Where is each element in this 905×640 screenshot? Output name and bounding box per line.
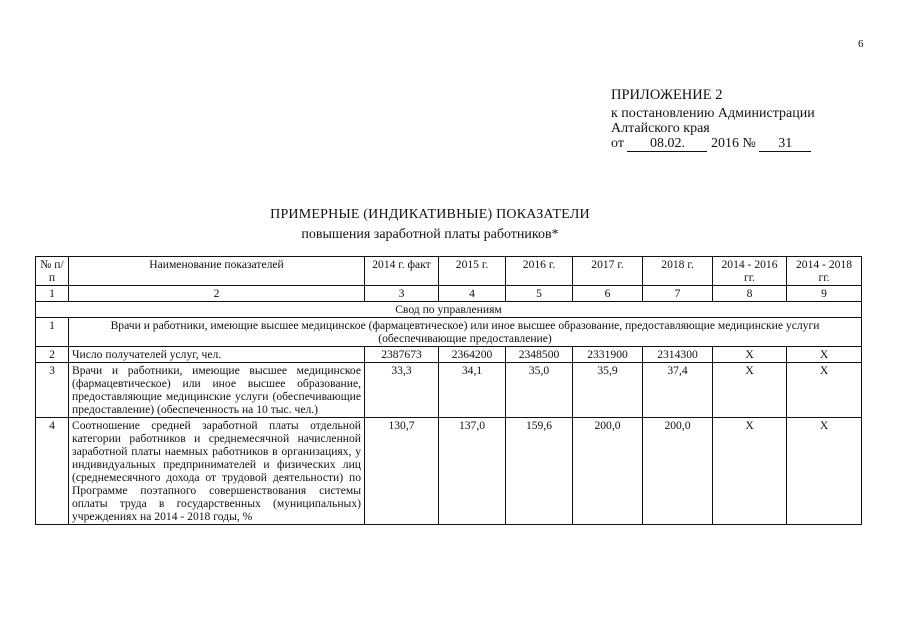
header-name: Наименование показателей (69, 257, 365, 286)
header-num: № п/п (36, 257, 69, 286)
value-2014-2018: Х (787, 418, 862, 525)
appendix-block (611, 88, 815, 152)
value-2018: 37,4 (643, 363, 713, 418)
document-subtitle: повышения заработной платы работников* (301, 227, 559, 242)
value-2014-2018: Х (787, 347, 862, 363)
value-2015: 2364200 (439, 347, 506, 363)
header-2018: 2018 г. (643, 257, 713, 286)
column-number: 9 (787, 286, 862, 302)
appendix-date-line (611, 136, 815, 152)
header-2014: 2014 г. факт (365, 257, 439, 286)
value-2017: 2331900 (573, 347, 643, 363)
header-2017: 2017 г. (573, 257, 643, 286)
section-title: Свод по управлениям (36, 302, 862, 318)
document-title: ПРИМЕРНЫЕ (ИНДИКАТИВНЫЕ) ПОКАЗАТЕЛИ (270, 207, 590, 222)
row-num: 2 (36, 347, 69, 363)
value-2015: 34,1 (439, 363, 506, 418)
value-2014-2016: Х (713, 363, 787, 418)
indicator-name: Соотношение средней заработной платы отдельной категории работников и среднемесячной начисленной заработной платы наемных работников в организациях, у индивидуальных предпринимателей и физических лиц (среднемесячного дохода от трудовой деятельности) по Программе поэтапного совершенствования системы оплаты труда в государственных (муниципальных) учреждениях на 2014 - 2018 годы, % (69, 418, 365, 525)
table-row (36, 363, 862, 418)
value-2014: 33,3 (365, 363, 439, 418)
column-number: 2 (69, 286, 365, 302)
column-number: 1 (36, 286, 69, 302)
appendix-line-2: Алтайского края (611, 121, 710, 136)
appendix-title: ПРИЛОЖЕНИЕ 2 (611, 87, 723, 103)
value-2016: 159,6 (506, 418, 573, 525)
value-2014: 130,7 (365, 418, 439, 525)
value-2016: 2348500 (506, 347, 573, 363)
from-label: от (611, 136, 624, 151)
date-blank: 08.02. (627, 137, 707, 152)
column-number: 6 (573, 286, 643, 302)
table-row (36, 418, 862, 525)
row-num: 4 (36, 418, 69, 525)
value-2016: 35,0 (506, 363, 573, 418)
year-number-label: 2016 № (710, 136, 756, 151)
column-number: 8 (713, 286, 787, 302)
indicators-table (35, 256, 862, 525)
column-number: 7 (643, 286, 713, 302)
indicator-name: Число получателей услуг, чел. (69, 347, 365, 363)
header-row (36, 257, 862, 286)
section-row (36, 302, 862, 318)
value-2014-2016: Х (713, 347, 787, 363)
group-row (36, 318, 862, 347)
value-2014: 2387673 (365, 347, 439, 363)
header-2016: 2016 г. (506, 257, 573, 286)
column-number: 5 (506, 286, 573, 302)
page-number: 6 (858, 38, 864, 50)
value-2017: 200,0 (573, 418, 643, 525)
group-title: Врачи и работники, имеющие высшее медицинское (фармацевтическое) или иное высшее образование, предоставляющие медицинские услуги (обеспечивающие предоставление) (69, 318, 862, 347)
value-2018: 200,0 (643, 418, 713, 525)
value-2014-2016: Х (713, 418, 787, 525)
table-row (36, 347, 862, 363)
row-num: 3 (36, 363, 69, 418)
column-number: 3 (365, 286, 439, 302)
header-2014-2016: 2014 - 2016 гг. (713, 257, 787, 286)
header-2014-2018: 2014 - 2018 гг. (787, 257, 862, 286)
value-2015: 137,0 (439, 418, 506, 525)
column-number: 4 (439, 286, 506, 302)
value-2014-2018: Х (787, 363, 862, 418)
value-2017: 35,9 (573, 363, 643, 418)
value-2018: 2314300 (643, 347, 713, 363)
appendix-line-1: к постановлению Администрации (611, 106, 815, 121)
row-num: 1 (36, 318, 69, 347)
indicator-name: Врачи и работники, имеющие высшее медицинское (фармацевтическое) или иное высшее образование, предоставляющие медицинские услуги (обеспечивающие предоставление) (обеспеченность на 10 тыс. чел.) (69, 363, 365, 418)
header-2015: 2015 г. (439, 257, 506, 286)
number-blank: 31 (759, 137, 811, 152)
column-number-row (36, 286, 862, 302)
